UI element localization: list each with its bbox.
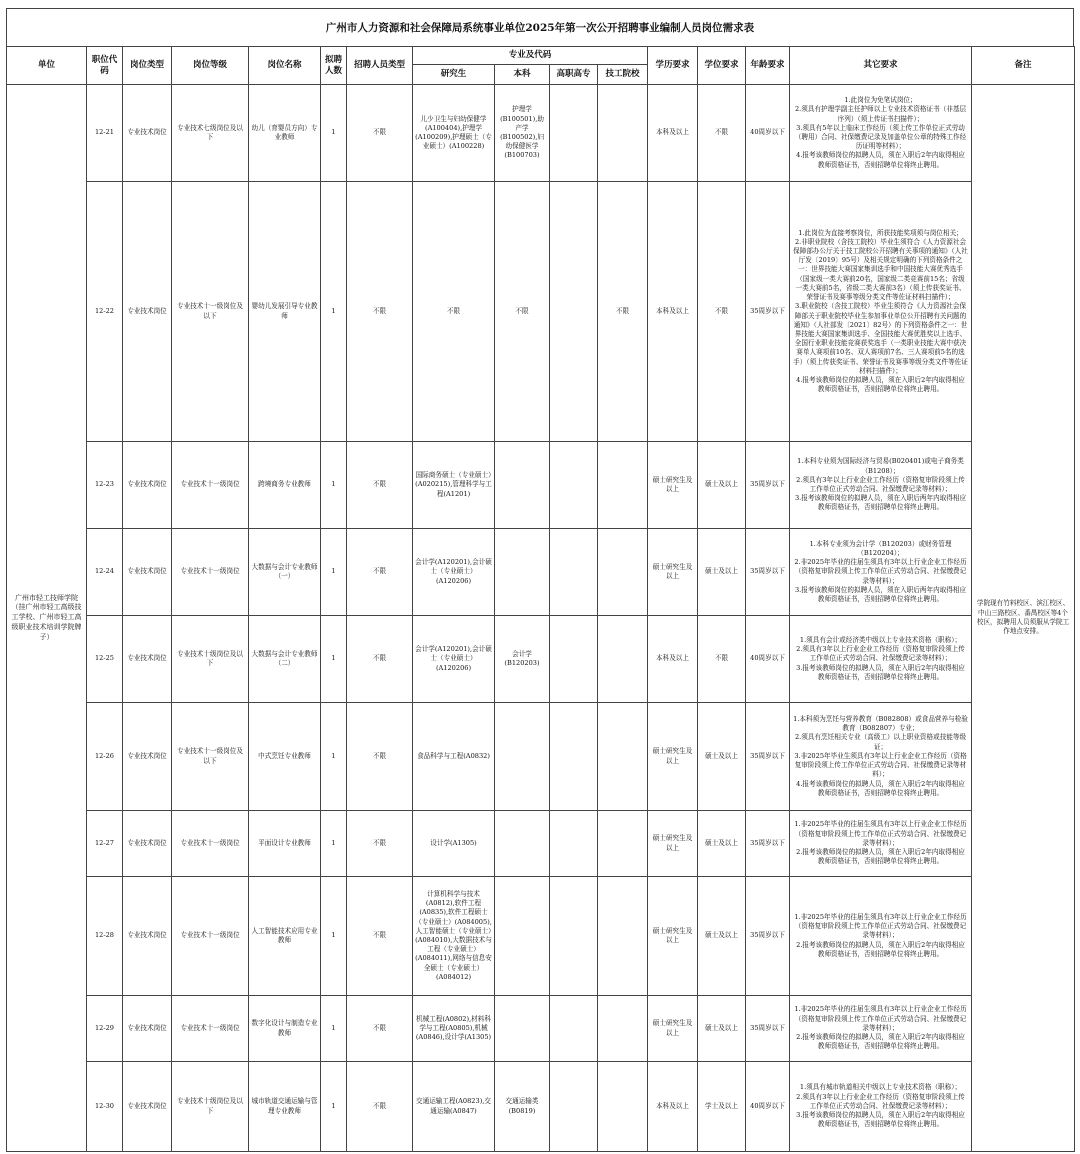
post-grade: 专业技术十一级岗位 [172,529,249,616]
target-type: 不限 [347,1062,413,1152]
col-header-other: 其它要求 [790,47,972,85]
col-header-higher-voc: 高职高专 [550,65,598,85]
job-requirement-sheet [6,8,1074,1152]
job-code: 12-21 [87,85,123,182]
education-req: 本科及以上 [648,1062,698,1152]
table-row [7,616,1075,703]
degree-req: 不限 [698,616,746,703]
major-higher-voc [550,1062,598,1152]
degree-req: 不限 [698,85,746,182]
requirement-item: 1.非2025年毕业的往届生须具有3年以上行业企业工作经历（资格复审阶段须上传工作单位正式劳动合同、社保缴费记录等材料）； [794,1005,967,1032]
hire-count: 1 [321,703,347,811]
job-code: 12-29 [87,996,123,1062]
other-requirements [790,182,972,442]
job-code: 12-23 [87,442,123,529]
hire-count: 1 [321,1062,347,1152]
major-higher-voc [550,85,598,182]
requirement-item: 1.本科专业须为国际经济与贸易(B020401)或电子商务类（B1208）； [797,457,964,475]
major-undergrad: 交通运输类(B0819) [495,1062,550,1152]
target-type: 不限 [347,182,413,442]
post-grade: 专业技术十一级岗位 [172,811,249,877]
hire-count: 1 [321,85,347,182]
hire-count: 1 [321,996,347,1062]
post-grade: 专业技术十一级岗位 [172,442,249,529]
job-code: 12-30 [87,1062,123,1152]
post-type: 专业技术岗位 [123,529,172,616]
major-tech-school [598,85,648,182]
post-name: 幼儿（育婴员方向）专业教师 [249,85,321,182]
hire-count: 1 [321,877,347,996]
col-header-unit: 单位 [7,47,87,85]
target-type: 不限 [347,877,413,996]
education-req: 硕士研究生及以上 [648,442,698,529]
major-higher-voc [550,616,598,703]
requirement-item: 2.非2025年毕业的往届生须具有3年以上行业企业工作经历（资格复审阶段须上传工作单位正式劳动合同、社保缴费记录等材料）； [794,558,967,585]
hire-count: 1 [321,811,347,877]
major-undergrad [495,529,550,616]
requirement-item: 3.报考该教师岗位的拟聘人员，须在入职后两年内取得相应教师资格证书，否则招聘单位将终止聘用。 [794,494,967,512]
col-header-age: 年龄要求 [746,47,790,85]
col-header-grad: 研究生 [413,65,495,85]
col-header-tech-school: 技工院校 [598,65,648,85]
major-tech-school [598,877,648,996]
requirement-item: 4.报考该教师岗位的拟聘人员，须在入职后2年内取得相应教师资格证书，否则招聘单位将终止聘用。 [796,375,965,394]
table-row [7,1062,1075,1152]
major-tech-school [598,616,648,703]
post-grade: 专业技术十级岗位及以下 [172,1062,249,1152]
major-higher-voc [550,996,598,1062]
post-name: 城市轨道交通运输与管理专业教师 [249,1062,321,1152]
major-tech-school: 不限 [598,182,648,442]
major-higher-voc [550,442,598,529]
major-grad: 不限 [413,182,495,442]
education-req: 硕士研究生及以上 [648,996,698,1062]
major-grad: 会计学(A120201),会计硕士（专业硕士）(A120206) [413,616,495,703]
post-name: 中式烹饪专业教师 [249,703,321,811]
degree-req: 不限 [698,182,746,442]
post-name: 跨境商务专业教师 [249,442,321,529]
hire-count: 1 [321,442,347,529]
requirement-item: 2.报考该教师岗位的拟聘人员，须在入职后2年内取得相应教师资格证书，否则招聘单位将终止聘用。 [796,1033,965,1051]
post-type: 专业技术岗位 [123,703,172,811]
table-row [7,442,1075,529]
remark: 学院现有竹料校区、滨江校区、中山三路校区、番禺校区等4个校区，拟聘用人员须服从学院工作地点安排。 [972,85,1075,1152]
job-code: 12-26 [87,703,123,811]
target-type: 不限 [347,616,413,703]
major-grad: 国际商务硕士（专业硕士）(A020215),管理科学与工程(A1201) [413,442,495,529]
degree-req: 硕士及以上 [698,811,746,877]
education-req: 硕士研究生及以上 [648,877,698,996]
table-row [7,85,1075,182]
major-grad: 设计学(A1305) [413,811,495,877]
other-requirements [790,85,972,182]
target-type: 不限 [347,529,413,616]
hire-count: 1 [321,616,347,703]
job-rows [7,85,1075,1152]
post-grade: 专业技术七级岗位及以下 [172,85,249,182]
col-header-grade: 岗位等级 [172,47,249,85]
post-type: 专业技术岗位 [123,877,172,996]
post-type: 专业技术岗位 [123,996,172,1062]
other-requirements [790,811,972,877]
table-row [7,996,1075,1062]
target-type: 不限 [347,442,413,529]
page-title: 广州市人力资源和社会保障局系统事业单位2025年第一次公开招聘事业编制人员岗位需求表 [6,8,1074,46]
col-header-degree: 学位要求 [698,47,746,85]
major-undergrad: 不限 [495,182,550,442]
major-grad: 食品科学与工程(A0832) [413,703,495,811]
post-name: 大数据与会计专业教师（二） [249,616,321,703]
major-tech-school [598,996,648,1062]
post-grade: 专业技术十级岗位及以下 [172,616,249,703]
employer-unit: 广州市轻工技师学院（挂广州市轻工高级技工学校、广州市轻工高级职业技术培训学院牌子） [7,85,87,1152]
requirement-item: 1.非2025年毕业的往届生须具有3年以上行业企业工作经历（资格复审阶段须上传工作单位正式劳动合同、社保缴费记录等材料）； [794,820,967,847]
requirement-item: 2.报考该教师岗位的拟聘人员，须在入职后2年内取得相应教师资格证书，否则招聘单位将终止聘用。 [796,848,965,866]
hire-count: 1 [321,182,347,442]
other-requirements [790,616,972,703]
post-name: 平面设计专业教师 [249,811,321,877]
education-req: 硕士研究生及以上 [648,811,698,877]
requirement-item: 4.报考该教师岗位的拟聘人员，须在入职后2年内取得相应教师资格证书，否则招聘单位将终止聘用。 [796,779,965,797]
major-undergrad [495,703,550,811]
hire-count: 1 [321,529,347,616]
requirement-item: 3.须具有5年以上临床工作经历（须上传工作单位正式劳动（聘用）合同、社保缴费记录及加盖单位公章的特殊工作经历证明等材料）； [794,123,967,151]
degree-req: 硕士及以上 [698,996,746,1062]
table-row [7,182,1075,442]
major-tech-school [598,442,648,529]
col-header-code: 职位代码 [87,47,123,85]
major-undergrad [495,996,550,1062]
major-tech-school [598,529,648,616]
major-higher-voc [550,529,598,616]
other-requirements [790,996,972,1062]
col-header-name: 岗位名称 [249,47,321,85]
post-grade: 专业技术十一级岗位 [172,877,249,996]
post-grade: 专业技术十一级岗位及以下 [172,703,249,811]
age-req: 35周岁以下 [746,996,790,1062]
major-higher-voc [550,811,598,877]
col-header-target: 招聘人员类型 [347,47,413,85]
post-type: 专业技术岗位 [123,811,172,877]
post-name: 大数据与会计专业教师（一） [249,529,321,616]
post-name: 数字化设计与制造专业教师 [249,996,321,1062]
degree-req: 硕士及以上 [698,877,746,996]
table-row [7,811,1075,877]
col-header-undergrad: 本科 [495,65,550,85]
requirement-item: 3.报考该教师岗位的拟聘人员，须在入职后2年内取得相应教师资格证书，否则招聘单位将终止聘用。 [796,663,965,681]
requirement-item: 1.本科须为烹饪与营养教育（B082808）或食品营养与检验教育（B082807）专业； [793,715,968,733]
requirement-item: 3.报考该教师岗位的拟聘人员，须在入职后两年内取得相应教师资格证书，否则招聘单位将终止聘用。 [794,585,967,603]
major-grad: 机械工程(A0802),材料科学与工程(A0805),机械(A0846),设计学(A1305) [413,996,495,1062]
requirement-item: 3.职业院校（含技工院校）毕业生须符合《人力资源社会保障部关于职业院校毕业生参加事业单位公开招聘有关问题的通知》（人社部发〔2021〕82号）的下列资格条件之一：世界技能大赛国家集训选手、全国技能大赛优胜奖以上选手、全国行业职业技能竞赛获奖选手（一类职业技能大赛中获决赛单人赛项前10名、双人赛项前7名、三人赛项前5名的选手）（须上传获奖证书、荣誉证书及赛事等级分类文件等佐证材料扫描件）； [793,302,968,375]
requirement-item: 2.须具有3年以上行业企业工作经历（资格复审阶段须上传工作单位正式劳动合同、社保缴费记录等材料）； [796,645,965,663]
requirement-item: 2.须具有3年以上行业企业工作经历（资格复审阶段须上传工作单位正式劳动合同、社保缴费记录等材料）； [796,475,965,493]
target-type: 不限 [347,703,413,811]
age-req: 40周岁以下 [746,616,790,703]
age-req: 35周岁以下 [746,442,790,529]
major-tech-school [598,811,648,877]
requirement-item: 2.须具有烹饪相关专业（高级工）以上职业资格或技能等级证； [794,733,967,751]
degree-req: 硕士及以上 [698,703,746,811]
major-higher-voc [550,877,598,996]
major-higher-voc [550,182,598,442]
header-row-1 [7,47,1075,65]
education-req: 硕士研究生及以上 [648,703,698,811]
job-code: 12-28 [87,877,123,996]
degree-req: 硕士及以上 [698,529,746,616]
post-type: 专业技术岗位 [123,616,172,703]
table-row [7,703,1075,811]
major-undergrad [495,442,550,529]
requirement-item: 2.报考该教师岗位的拟聘人员，须在入职后2年内取得相应教师资格证书，否则招聘单位将终止聘用。 [796,940,965,958]
requirement-item: 1.此岗位为免笔试岗位； [844,96,917,105]
table-row [7,529,1075,616]
job-table [6,46,1075,1152]
age-req: 35周岁以下 [746,703,790,811]
other-requirements [790,1062,972,1152]
major-grad: 会计学(A120201),会计硕士（专业硕士）(A120206) [413,529,495,616]
major-undergrad [495,811,550,877]
degree-req: 硕士及以上 [698,442,746,529]
major-tech-school [598,1062,648,1152]
requirement-item: 3.非2025年毕业生须具有3年以上行业企业工作经历（资格复审阶段须上传工作单位正式劳动合同、社保缴费记录等材料）； [794,751,967,779]
post-name: 人工智能技术应用专业教师 [249,877,321,996]
requirement-item: 1.须具有城市轨道相关中级以上专业技术资格（职称）； [799,1083,962,1092]
other-requirements [790,442,972,529]
age-req: 35周岁以下 [746,811,790,877]
post-name: 婴幼儿发展引导专业教师 [249,182,321,442]
col-header-count: 拟聘人数 [321,47,347,85]
major-undergrad [495,877,550,996]
table-row [7,877,1075,996]
major-undergrad: 会计学(B120203) [495,616,550,703]
education-req: 硕士研究生及以上 [648,529,698,616]
target-type: 不限 [347,811,413,877]
requirement-item: 4.报考该教师岗位的拟聘人员，须在入职后2年内取得相应教师资格证书，否则招聘单位将终止聘用。 [796,151,965,169]
education-req: 本科及以上 [648,182,698,442]
post-type: 专业技术岗位 [123,182,172,442]
degree-req: 学士及以上 [698,1062,746,1152]
education-req: 本科及以上 [648,85,698,182]
requirement-item: 2.非职业院校（含技工院校）毕业生须符合《人力资源社会保障部办公厅关于技工院校公开招聘有关事项的通知》（人社厅发〔2019〕95号）及相关规定明确的下列资格条件之一：世界技能大赛国家集训选手和中国技能大赛优秀选手（国家级一类大赛前20名，国家级二类竞赛前15名；省级一类大赛前5名，省级二类大赛前3名）（须上传获奖证书、荣誉证书及赛事等级分类文件等佐证材料扫描件）； [793,237,968,302]
post-type: 专业技术岗位 [123,85,172,182]
target-type: 不限 [347,85,413,182]
col-header-major-group: 专业及代码 [413,47,648,65]
requirement-item: 1.本科专业须为会计学（B120203）或财务管理（B120204）； [809,539,952,557]
major-higher-voc [550,703,598,811]
post-grade: 专业技术十一级岗位及以下 [172,182,249,442]
col-header-remark: 备注 [972,47,1075,85]
major-grad: 计算机科学与技术(A0812),软件工程(A0835),软件工程硕士（专业硕士）(A084005),人工智能硕士（专业硕士）(A084010),大数据技术与工程（专业硕士）(A084011),网络与信息安全硕士（专业硕士）(A084012) [413,877,495,996]
other-requirements [790,877,972,996]
other-requirements [790,529,972,616]
requirement-item: 3.报考该教师岗位的拟聘人员，须在入职后2年内取得相应教师资格证书，否则招聘单位将终止聘用。 [796,1111,965,1129]
requirement-item: 2.须具有护理学副主任护师以上专业技术资格证书（非基层序列）（须上传证书扫描件）； [794,105,967,123]
age-req: 35周岁以下 [746,877,790,996]
requirement-item: 1.此岗位为直接考察岗位，所获技能奖项须与岗位相关； [798,228,963,237]
col-header-type: 岗位类型 [123,47,172,85]
age-req: 35周岁以下 [746,182,790,442]
major-grad: 儿少卫生与妇幼保健学(A100404),护理学(A100209),护理硕士（专业硕士）(A100228) [413,85,495,182]
major-undergrad: 护理学(B100501),助产学(B100502),妇幼保健医学(B100703) [495,85,550,182]
requirement-item: 1.非2025年毕业的往届生须具有3年以上行业企业工作经历（资格复审阶段须上传工作单位正式劳动合同、社保缴费记录等材料）； [794,912,967,940]
age-req: 35周岁以下 [746,529,790,616]
job-code: 12-22 [87,182,123,442]
age-req: 40周岁以下 [746,1062,790,1152]
other-requirements [790,703,972,811]
col-header-education: 学历要求 [648,47,698,85]
post-type: 专业技术岗位 [123,1062,172,1152]
job-code: 12-27 [87,811,123,877]
requirement-item: 2.须具有3年以上行业企业工作经历（资格复审阶段须上传工作单位正式劳动合同、社保缴费记录等材料）； [796,1092,965,1110]
requirement-item: 1.须具有会计或经济类中级以上专业技术资格（职称）； [799,635,962,644]
target-type: 不限 [347,996,413,1062]
job-code: 12-24 [87,529,123,616]
major-grad: 交通运输工程(A0823),交通运输(A0847) [413,1062,495,1152]
education-req: 本科及以上 [648,616,698,703]
job-code: 12-25 [87,616,123,703]
major-tech-school [598,703,648,811]
post-grade: 专业技术十一级岗位 [172,996,249,1062]
post-type: 专业技术岗位 [123,442,172,529]
age-req: 40周岁以下 [746,85,790,182]
